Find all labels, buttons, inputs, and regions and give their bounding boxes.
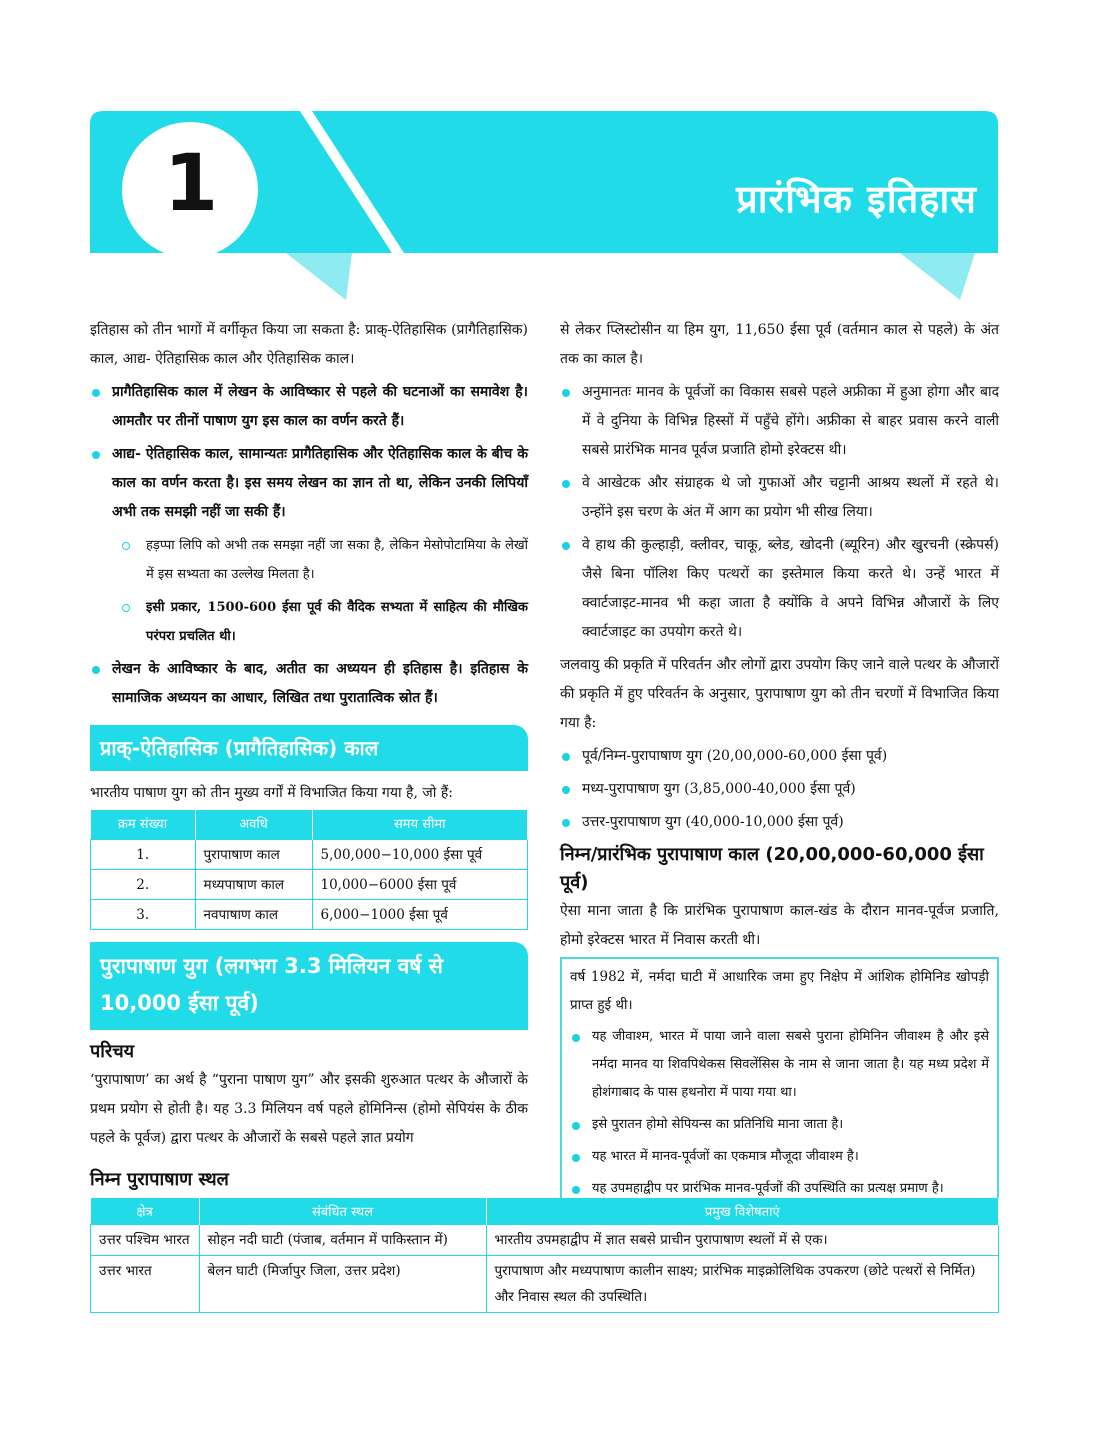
table-row xyxy=(91,840,528,870)
stone-age-table xyxy=(90,810,528,930)
subheading: परिचय xyxy=(90,1041,135,1062)
subheading: निम्न/प्रारंभिक पुरापाषाण काल (20,00,000-60,000 ईसा पूर्व) xyxy=(560,844,984,893)
table-cell: भारतीय उपमहाद्वीप में ज्ञात सबसे प्राचीन पुरापाषाण स्थलों में से एक। xyxy=(486,1225,999,1256)
table-header: क्रम संख्या xyxy=(91,810,196,840)
paragraph: ऐसा माना जाता है कि प्रारंभिक पुरापाषाण काल-खंड के दौरान मानव-पूर्वज प्रजाति, होमो इरेक्टस भारत में निवास करती थी। xyxy=(560,903,999,948)
section-heading: पुरापाषाण युग (लगभग 3.3 मिलियन वर्ष से 10,000 ईसा पूर्व) xyxy=(90,942,528,1030)
table-cell: 10,000−6000 ईसा पूर्व xyxy=(312,870,528,900)
right-column xyxy=(560,316,999,1211)
table-cell: 3. xyxy=(91,900,196,930)
table-cell: सोहन नदी घाटी (पंजाब, वर्तमान में पाकिस्तान में) xyxy=(199,1225,486,1256)
table-header: संबंधित स्थल xyxy=(199,1198,486,1225)
table-cell: 6,000−1000 ईसा पूर्व xyxy=(312,900,528,930)
list-item: उत्तर-पुरापाषाण युग (40,000-10,000 ईसा पूर्व) xyxy=(560,808,999,837)
list-item: यह उपमहाद्वीप पर प्रारंभिक मानव-पूर्वजों की उपस्थिति का प्रत्यक्ष प्रमाण है। xyxy=(570,1175,989,1203)
table-cell: बेलन घाटी (मिर्जापुर जिला, उत्तर प्रदेश) xyxy=(199,1256,486,1313)
table-row xyxy=(91,1256,999,1313)
table-header: प्रमुख विशेषताएं xyxy=(486,1198,999,1225)
table-cell: 1. xyxy=(91,840,196,870)
table-row xyxy=(91,900,528,930)
intro-paragraph: इतिहास को तीन भागों में वर्गीकृत किया जा सकता है: प्राक्-ऐतिहासिक (प्रागैतिहासिक) काल, आद्य- ऐतिहासिक काल और ऐतिहासिक काल। xyxy=(90,322,528,367)
left-column xyxy=(90,316,528,1153)
paragraph: ‘पुरापाषाण’ का अर्थ है “पुराना पाषाण युग” और इसकी शुरुआत पत्थर के औजारों के प्रथम प्रयोग से होती है। यह 3.3 मिलियन वर्ष पहले होमिनिन्स (होमो सेपियंस के ठीक पहले के पूर्वज) द्वारा पत्थर के औजारों के सबसे पहले ज्ञात प्रयोग xyxy=(90,1072,528,1146)
list-item: हड़प्पा लिपि को अभी तक समझा नहीं जा सका है, लेकिन मेसोपोटामिया के लेखों में इस सभ्यता का उल्लेख मिलता है। xyxy=(90,531,528,589)
list-item: प्रागैतिहासिक काल में लेखन के आविष्कार से पहले की घटनाओं का समावेश है। आमतौर पर तीनों पाषाण युग इस काल का वर्णन करते हैं। xyxy=(90,378,528,436)
table-header: क्षेत्र xyxy=(91,1198,200,1225)
table-cell: मध्यपाषाण काल xyxy=(195,870,312,900)
list-item: लेखन के आविष्कार के बाद, अतीत का अध्ययन ही इतिहास है। इतिहास के सामाजिक अध्ययन का आधार, लिखित तथा पुरातात्विक स्रोत हैं। xyxy=(90,655,528,713)
list-item: यह भारत में मानव-पूर्वजों का एकमात्र मौजूदा जीवाश्म है। xyxy=(570,1143,989,1171)
paragraph: से लेकर प्लिस्टोसीन या हिम युग, 11,650 ईसा पूर्व (वर्तमान काल से पहले) के अंत तक का काल है। xyxy=(560,322,999,367)
list-item: यह जीवाश्म, भारत में पाया जाने वाला सबसे पुराना होमिनिन जीवाश्म है और इसे नर्मदा मानव या शिवपिथेकस सिवलेंसिस के नाम से जाना जाता है। यह मध्य प्रदेश में होशंगाबाद के पास हथनोरा में पाया गया था। xyxy=(570,1023,989,1107)
box-intro: वर्ष 1982 में, नर्मदा घाटी में आधारिक जमा हुए निक्षेप में आंशिक होमिनिड खोपड़ी प्राप्त हुई थी। xyxy=(570,969,989,1013)
table-cell: नवपाषाण काल xyxy=(195,900,312,930)
hominid-bullets xyxy=(560,378,999,647)
table-cell: उत्तर भारत xyxy=(91,1256,200,1313)
table-cell: उत्तर पश्चिम भारत xyxy=(91,1225,200,1256)
chapter-number: 1 xyxy=(163,139,219,229)
table-header: समय सीमा xyxy=(312,810,528,840)
table-header: अवधि xyxy=(195,810,312,840)
list-item: वे हाथ की कुल्हाड़ी, क्लीवर, चाकू, ब्लेड, खोदनी (ब्यूरिन) और खुरचनी (स्क्रेपर्स) जैसे बिना पॉलिश किए पत्थरों का इस्तेमाल किया करते थे। उन्हें भारत में क्वार्टजाइट-मानव भी कहा जाता है क्योंकि वे अपने विभिन्न औजारों के लिए क्वार्टजाइट का उपयोग करते थे। xyxy=(560,531,999,647)
table-row xyxy=(91,1225,999,1256)
list-item: वे आखेटक और संग्राहक थे जो गुफाओं और चट्टानी आश्रय स्थलों में रहते थे। उन्होंने इस चरण के अंत में आग का प्रयोग भी सीख लिया। xyxy=(560,469,999,527)
lower-paleolithic-sites xyxy=(90,1166,999,1313)
table-cell: 2. xyxy=(91,870,196,900)
history-bullets-2 xyxy=(90,655,528,713)
list-item: मध्य-पुरापाषाण युग (3,85,000-40,000 ईसा पूर्व) xyxy=(560,775,999,804)
table-row xyxy=(91,870,528,900)
paragraph: जलवायु की प्रकृति में परिवर्तन और लोगों द्वारा उपयोग किए जाने वाले पत्थर के औजारों की प्रकृति में हुए परिवर्तन के अनुसार, पुरापाषाण युग को तीन चरणों में विभाजित किया गया है: xyxy=(560,657,999,731)
sites-table xyxy=(90,1198,999,1313)
list-item: इसे पुरातन होमो सेपियन्स का प्रतिनिधि माना जाता है। xyxy=(570,1111,989,1139)
table-cell: पुरापाषाण काल xyxy=(195,840,312,870)
list-item: इसी प्रकार, 1500-600 ईसा पूर्व की वैदिक सभ्यता में साहित्य की मौखिक परंपरा प्रचलित थी। xyxy=(90,593,528,651)
history-bullets xyxy=(90,378,528,527)
list-item: अनुमानतः मानव के पूर्वजों का विकास सबसे पहले अफ्रीका में हुआ होगा और बाद में वे दुनिया के विभिन्न हिस्सों में पहुँचे होंगे। अफ्रीका से बाहर प्रवास करने वाली सबसे प्रारंभिक मानव पूर्वज प्रजाति होमो इरेक्टस थी। xyxy=(560,378,999,465)
list-item: पूर्व/निम्न-पुरापाषाण युग (20,00,000-60,000 ईसा पूर्व) xyxy=(560,742,999,771)
phase-list xyxy=(560,742,999,837)
section-heading: प्राक्-ऐतिहासिक (प्रागैतिहासिक) काल xyxy=(90,725,528,771)
subheading: निम्न पुरापाषाण स्थल xyxy=(90,1169,229,1190)
chapter-title: प्रारंभिक इतिहास xyxy=(736,177,977,221)
sub-bullets xyxy=(90,531,528,651)
table-cell: पुरापाषाण और मध्यपाषाण कालीन साक्ष्य; प्रारंभिक माइक्रोलिथिक उपकरण (छोटे पत्थरों से निर्मित) और निवास स्थल की उपस्थिति। xyxy=(486,1256,999,1313)
section-intro: भारतीय पाषाण युग को तीन मुख्य वर्गों में विभाजित किया गया है, जो हैं: xyxy=(90,785,453,801)
list-item: आद्य- ऐतिहासिक काल, सामान्यतः प्रागैतिहासिक और ऐतिहासिक काल के बीच के काल का वर्णन करता है। इस समय लेखन का ज्ञान तो था, लेकिन उनकी लिपियाँ अभी तक समझी नहीं जा सकी हैं। xyxy=(90,440,528,527)
table-cell: 5,00,000−10,000 ईसा पूर्व xyxy=(312,840,528,870)
